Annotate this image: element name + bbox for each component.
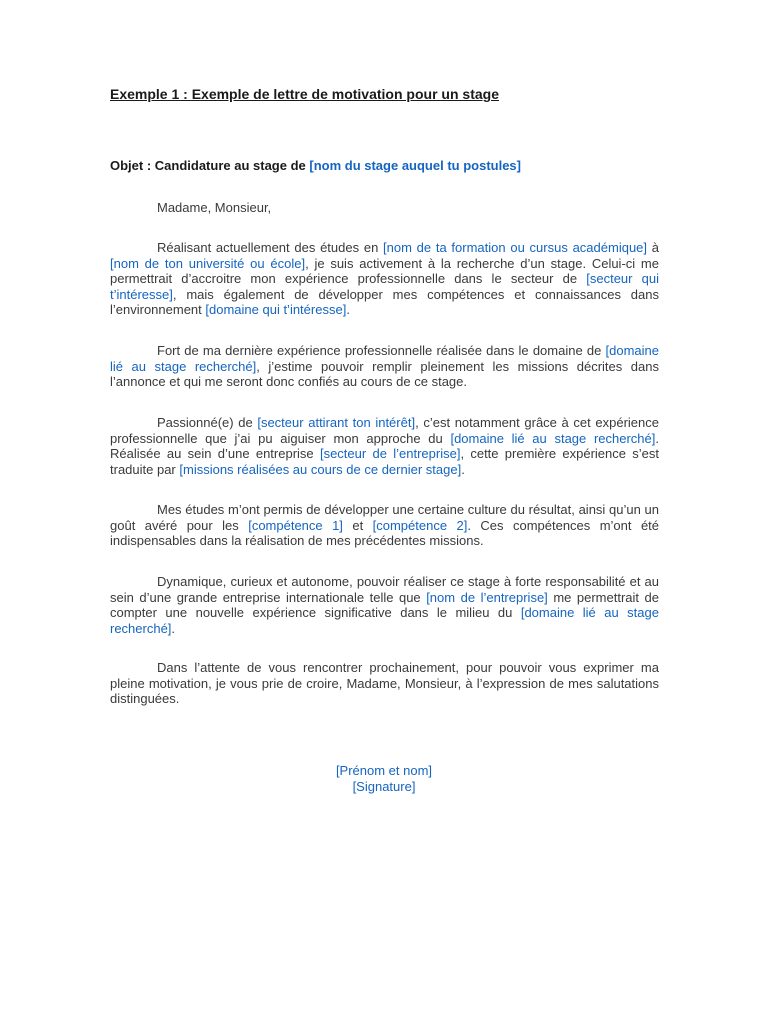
text-run: . xyxy=(346,302,350,318)
subject-prefix: Objet : Candidature au stage de xyxy=(110,158,310,173)
placeholder-university: [nom de ton université ou école] xyxy=(110,255,306,271)
text-run: . Ces compétences m’ont été indispensables dans la réalisation de mes précédentes missions. xyxy=(110,517,660,549)
text-run: me permettrait de compter une nouvelle expérience significative dans le milieu du xyxy=(110,589,660,621)
placeholder-sector: [secteur qui t’intéresse] xyxy=(110,271,659,302)
placeholder-domain-stage: [domaine lié au stage recherché] xyxy=(110,605,659,636)
placeholder-domain: [domaine qui t’intéresse] xyxy=(205,302,347,318)
letter-subject xyxy=(110,158,521,173)
document-title: Exemple 1 : Exemple de lettre de motivation pour un stage xyxy=(110,86,499,102)
placeholder-interest-sector: [secteur attirant ton intérêt] xyxy=(257,415,416,430)
placeholder-company-sector: [secteur de l’entreprise] xyxy=(319,446,461,462)
placeholder-formation: [nom de ta formation ou cursus académique] xyxy=(383,240,648,255)
paragraph-closing xyxy=(110,660,659,707)
subject-placeholder: [nom du stage auquel tu postules] xyxy=(309,158,521,173)
text-run: , mais également de développer mes compétences et connaissances dans l’environnement xyxy=(110,286,659,318)
text-run: . Réalisée au sein d’une entreprise xyxy=(110,430,659,462)
signature-name: [Prénom et nom] xyxy=(335,763,433,778)
placeholder-missions: [missions réalisées au cours de ce dernier stage] xyxy=(179,461,462,477)
placeholder-company-name: [nom de l’entreprise] xyxy=(426,589,548,605)
placeholder-skill-2: [compétence 2] xyxy=(372,517,468,533)
letter-salutation: Madame, Monsieur, xyxy=(157,200,272,215)
text-run: Réalisant actuellement des études en xyxy=(157,240,384,255)
text-run: , cette première expérience s’est traduite par xyxy=(110,446,660,477)
text-run: Dans l’attente de vous rencontrer prochainement, pour pouvoir vous exprimer ma pleine motivation, je vous prie de croire, Madame, Monsieur, à l’expression de mes salutations distinguées. xyxy=(110,660,659,707)
placeholder-domain-stage: [domaine lié au stage recherché] xyxy=(110,343,659,374)
placeholder-skill-1: [compétence 1] xyxy=(248,517,343,533)
text-run: Passionné(e) de xyxy=(157,415,258,430)
paragraph-passion xyxy=(110,415,659,477)
text-run: à xyxy=(647,240,659,255)
signature-line: [Signature] xyxy=(352,779,416,794)
text-run: , c’est notamment grâce à cet expérience professionnelle que j’ai pu aiguiser mon approche du xyxy=(110,415,659,446)
text-run: . xyxy=(461,461,465,477)
paragraph-studies xyxy=(110,240,659,318)
paragraph-motivation xyxy=(110,574,659,636)
paragraph-skills xyxy=(110,502,659,549)
paragraph-experience xyxy=(110,343,659,390)
text-run: Dynamique, curieux et autonome, pouvoir réaliser ce stage à forte responsabilité et au sein d’une grande entreprise internationale telle que xyxy=(110,574,659,605)
text-run: Mes études m’ont permis de développer une certaine culture du résultat, ainsi qu’un un goût avéré pour les xyxy=(110,502,659,533)
text-run: . xyxy=(171,620,176,636)
text-run: , j’estime pouvoir remplir pleinement les missions décrites dans l’annonce et qui me seront donc confiés au cours de ce stage. xyxy=(110,358,659,390)
text-run: Fort de ma dernière expérience professionnelle réalisée dans le domaine de xyxy=(157,343,606,358)
placeholder-domain-stage: [domaine lié au stage recherché] xyxy=(450,430,656,446)
text-run: et xyxy=(342,517,373,533)
text-run: , je suis activement à la recherche d’un stage. Celui-ci me permettrait d’accroitre mon expérience professionnelle dans le secteur de xyxy=(110,255,659,287)
